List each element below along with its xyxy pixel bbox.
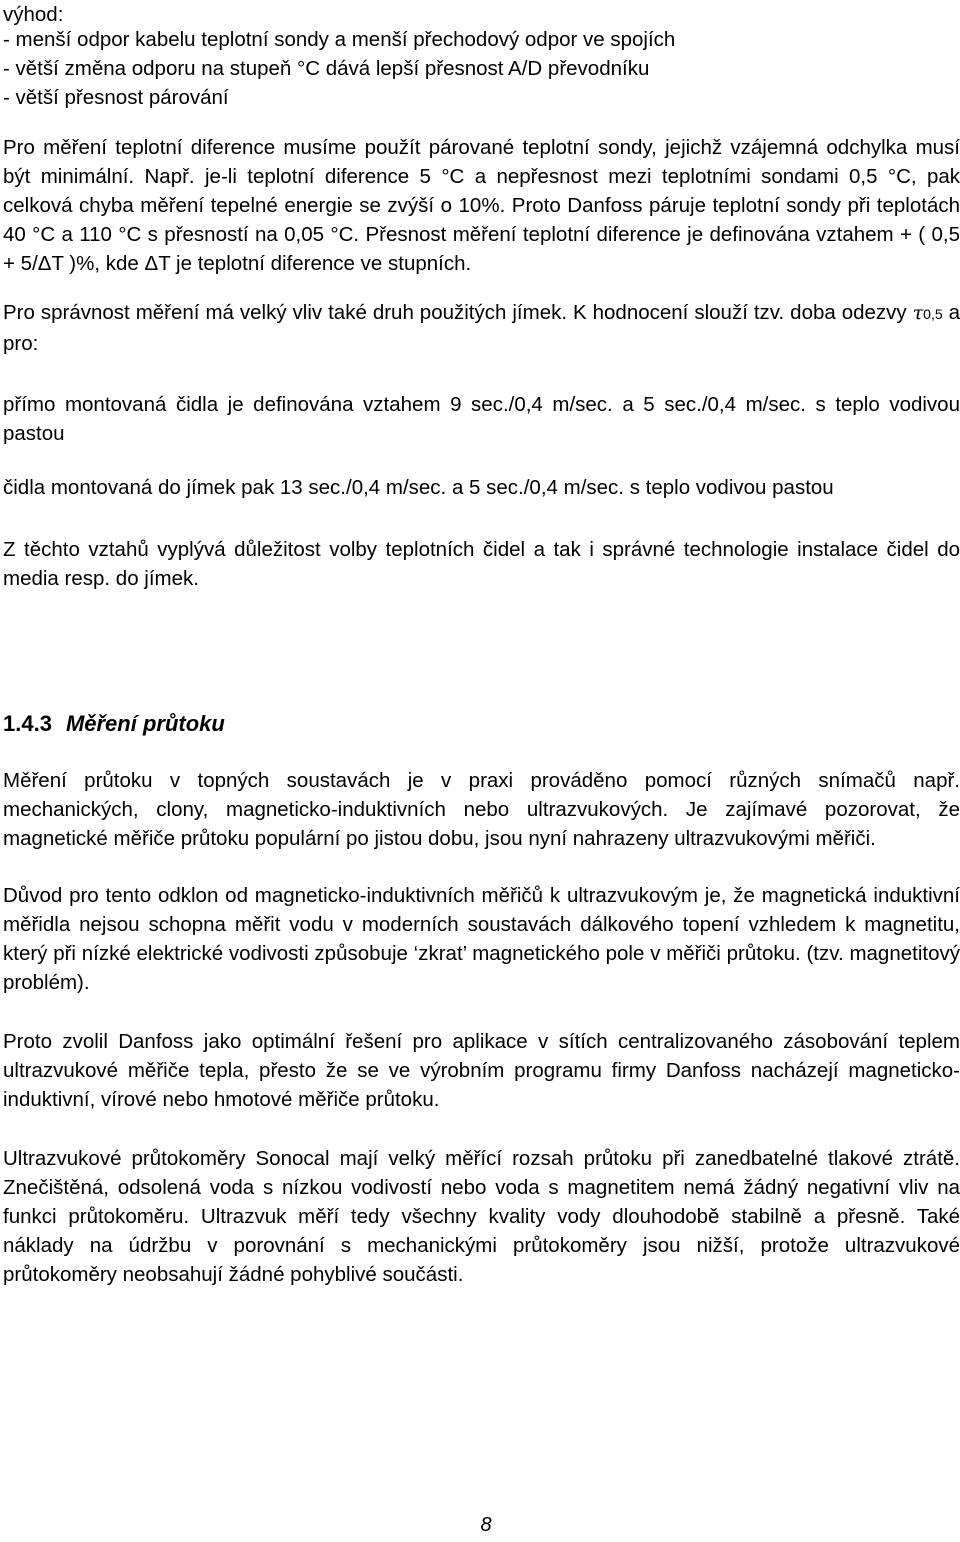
advantages-list (3, 25, 960, 112)
advantages-label: výhod: (3, 3, 64, 26)
paragraph-sonocal: Ultrazvukové průtokoměry Sonocal mají velký měřící rozsah průtoku při zanedbatelné tlakové ztrátě. Znečištěná, odsolená voda s nízkou vodivostí nebo voda s magnetitem nemá žádný negativní vliv na funkci průtokoměru. Ultrazvuk měří tedy všechny kvality vody dlouhodobě stabilně a přesně. Také náklady na údržbu v porovnání s mechanickými průtokoměry jsou nižší, protože ultrazvukové průtokoměry neobsahují žádné pohyblivé součásti. (3, 1147, 960, 1286)
paragraph-sensor-pairing: Pro měření teplotní diference musíme použít párované teplotní sondy, jejichž vzájemná odchylka musí být minimální. Např. je-li teplotní diference 5 °C a nepřesnost mezi teplotními sondami 0,5 °C, pak celková chyba měření tepelné energie se zvýší o 10%. Proto Danfoss páruje teplotní sondy při teplotách 40 °C a 110 °C s přesností na 0,05 °C. Přesnost měření teplotní diference je definována vztahem + ( 0,5 + 5/ΔT )%, kde ΔT je teplotní diference ve stupních. (3, 136, 960, 275)
advantage-item: - větší přesnost párování (3, 86, 229, 109)
section-title: Měření průtoku (65, 711, 225, 736)
paragraph-reason: Důvod pro tento odklon od magneticko-induktivních měřičů k ultrazvukovým je, že magnetická induktivní měřidla nejsou schopna měřit vodu v moderních soustavách dálkového topení vzhledem k magnetitu, který při nízké elektrické vodivosti způsobuje ‘zkrat’ magnetického pole v měřiči průtoku. (tzv. magnetitový problém). (3, 884, 960, 994)
advantage-item: - větší změna odporu na stupeň °C dává lepší přesnost A/D převodníku (3, 57, 650, 80)
paragraph-direct-sensors: přímo montovaná čidla je definována vztahem 9 sec./0,4 m/sec. a 5 sec./0,4 m/sec. s teplo vodivou pastou (3, 393, 960, 445)
document-page (3, 0, 960, 1289)
section-number: 1.4.3 (3, 711, 52, 736)
paragraph-response-time (3, 298, 960, 358)
paragraph-danfoss-choice: Proto zvolil Danfoss jako optimální řešení pro aplikace v sítích centralizovaného zásobování teplem ultrazvukové měřiče tepla, přesto že se ve výrobním programu firmy Danfoss nacházejí magneticko-induktivní, vírové nebo hmotové měřiče průtoku. (3, 1030, 960, 1111)
page-number: 8 (480, 1514, 492, 1536)
paragraph-well-sensors: čidla montovaná do jímek pak 13 sec./0,4 m/sec. a 5 sec./0,4 m/sec. s teplo vodivou pastou (3, 476, 834, 499)
tau-symbol: τ (912, 302, 924, 324)
tau-subscript: 0,5 (923, 306, 943, 322)
advantage-item: - menší odpor kabelu teplotní sondy a menší přechodový odpor ve spojích (3, 28, 676, 51)
paragraph-flow-intro: Měření průtoku v topných soustavách je v praxi prováděno pomocí různých snímačů např. mechanických, clony, magneticko-induktivních nebo ultrazvukových. Je zajímavé pozorovat, že magnetické měřiče průtoku populární po jistou dobu, jsou nyní nahrazeny ultrazvukovými měřiči. (3, 769, 960, 850)
response-time-text: Pro správnost měření má velký vliv také druh použitých jímek. K hodnocení slouží tzv. doba odezvy (3, 301, 913, 324)
paragraph-importance: Z těchto vztahů vyplývá důležitost volby teplotních čidel a tak i správné technologie instalace čidel do media resp. do jímek. (3, 538, 960, 590)
response-time-text-end: a pro: (3, 301, 960, 355)
section-heading (3, 709, 960, 738)
